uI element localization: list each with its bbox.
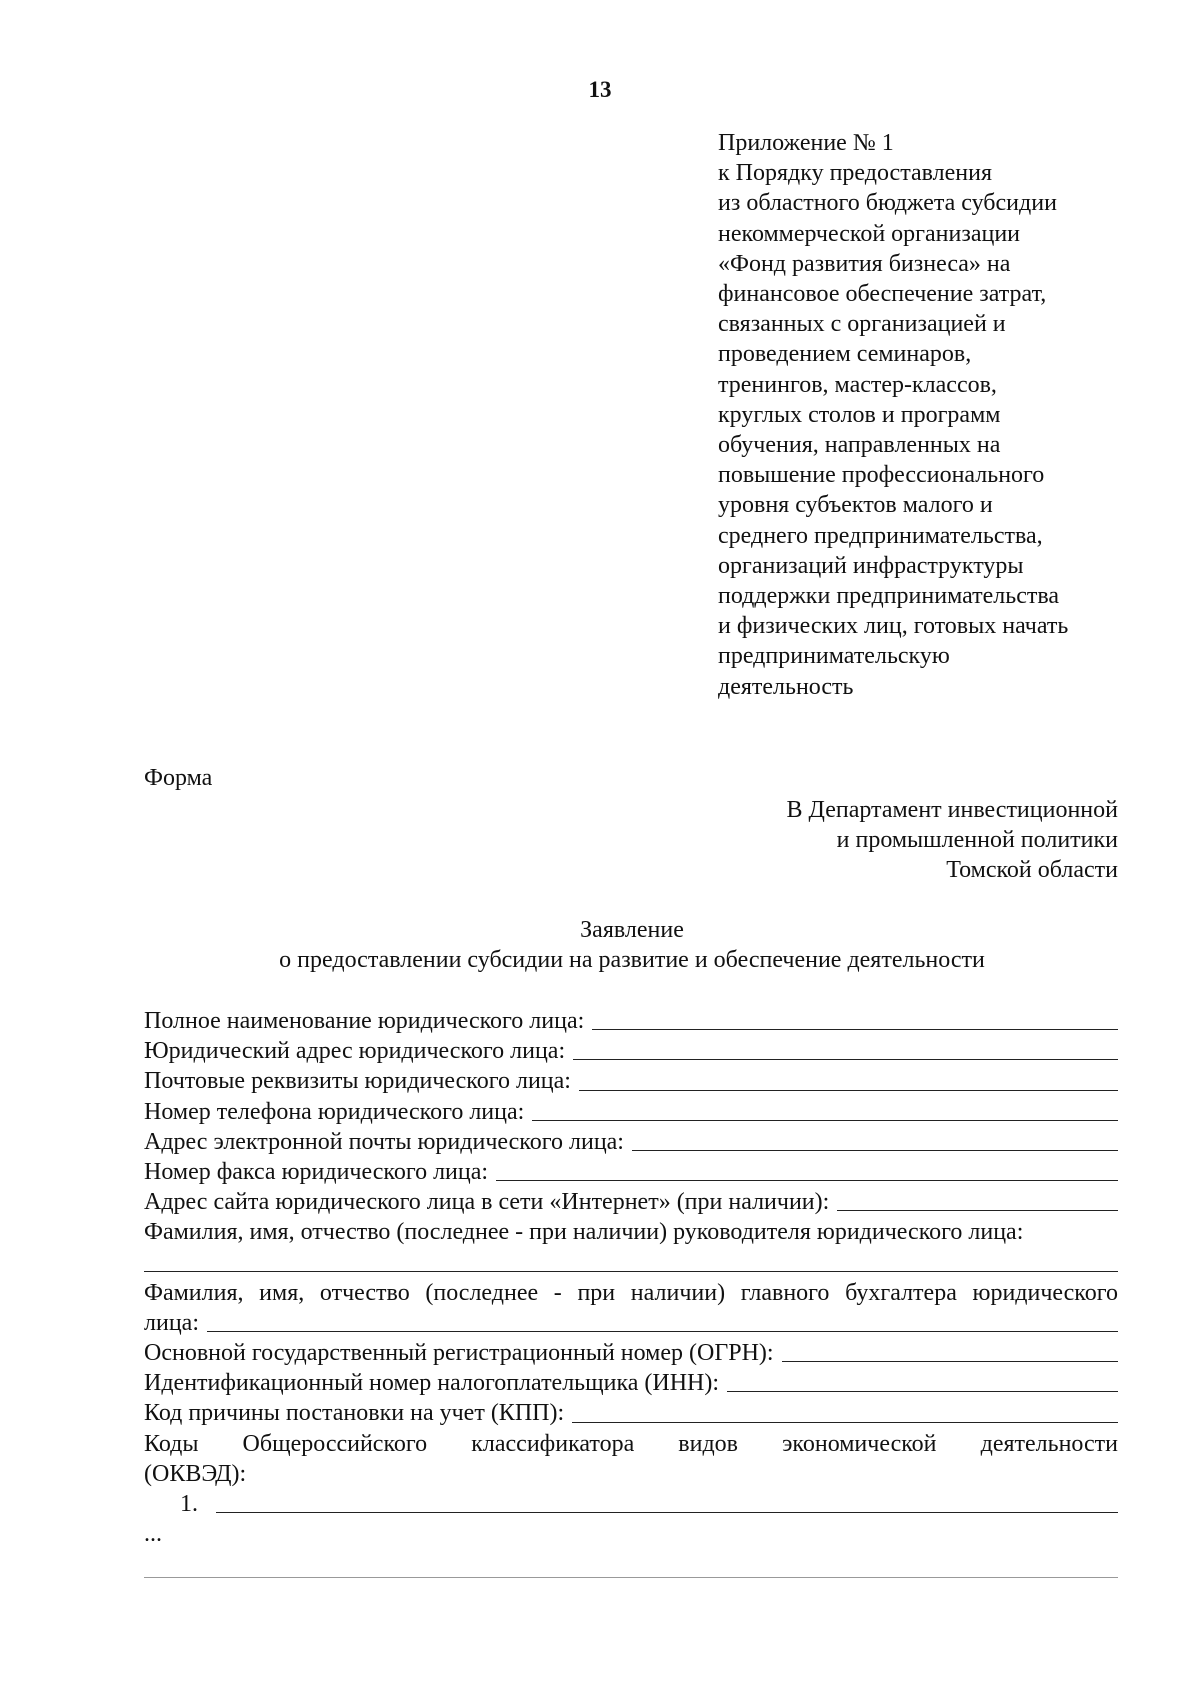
okved-item-number: 1. <box>180 1490 198 1517</box>
appendix-line: поддержки предпринимательства <box>718 583 1060 610</box>
fill-line[interactable] <box>144 1271 1118 1272</box>
recipient-line: Томской области <box>946 857 1118 883</box>
field-label: Идентификационный номер налогоплательщика (ИНН): <box>144 1370 720 1397</box>
field-director-line <box>144 1248 1118 1278</box>
field-label: Фамилия, имя, отчество (последнее - при наличии) руководителя юридического лица: <box>144 1219 1024 1246</box>
field-email <box>144 1127 1118 1157</box>
field-label: Юридический адрес юридического лица: <box>144 1038 566 1065</box>
appendix-line: к Порядку предоставления <box>718 160 993 187</box>
appendix-line: связанных с организацией и <box>718 311 1006 338</box>
field-accountant: Фамилия, имя, отчество (последнее - при наличии) главного бухгалтера юридического <box>144 1279 1118 1306</box>
appendix-line: финансовое обеспечение затрат, <box>718 281 1047 308</box>
appendix-line: деятельность <box>718 673 854 700</box>
field-label: Основной государственный регистрационный номер (ОГРН): <box>144 1340 774 1367</box>
field-label: Адрес электронной почты юридического лица: <box>144 1128 624 1155</box>
field-phone <box>144 1097 1118 1127</box>
field-label: Код причины постановки на учет (КПП): <box>144 1400 565 1427</box>
appendix-line: повышение профессионального <box>718 462 1045 489</box>
appendix-line: Приложение № 1 <box>718 130 894 156</box>
appendix-line: круглых столов и программ <box>718 401 1001 428</box>
fill-line[interactable] <box>496 1179 1118 1181</box>
field-label: Почтовые реквизиты юридического лица: <box>144 1068 571 1095</box>
fill-line[interactable] <box>216 1511 1118 1513</box>
appendix-line: организаций инфраструктуры <box>718 552 1024 579</box>
bottom-divider <box>144 1577 1118 1578</box>
field-website <box>144 1187 1118 1217</box>
ellipsis: ... <box>144 1521 162 1548</box>
okved-item <box>144 1489 1118 1519</box>
appendix-line: уровня субъектов малого и <box>718 492 993 519</box>
appendix-line: «Фонд развития бизнеса» на <box>718 250 1011 277</box>
fill-line[interactable] <box>573 1058 1118 1060</box>
field-okved-cont <box>144 1459 1118 1489</box>
fill-line[interactable] <box>632 1149 1118 1151</box>
recipient-line: В Департамент инвестиционной <box>786 797 1118 823</box>
fill-line[interactable] <box>782 1360 1118 1362</box>
form-label: Форма <box>144 765 213 791</box>
field-label: Адрес сайта юридического лица в сети «Интернет» (при наличии): <box>144 1189 830 1216</box>
fill-line[interactable] <box>579 1089 1118 1091</box>
appendix-line: среднего предпринимательства, <box>718 522 1043 549</box>
field-label: Номер телефона юридического лица: <box>144 1098 525 1125</box>
field-full-name <box>144 1006 1118 1036</box>
appendix-line: обучения, направленных на <box>718 432 1001 459</box>
recipient-block <box>787 795 1118 885</box>
appendix-line: и физических лиц, готовых начать <box>718 613 1069 640</box>
appendix-line: тренингов, мастер-классов, <box>718 371 997 398</box>
field-accountant-cont <box>144 1308 1118 1338</box>
fill-line[interactable] <box>727 1390 1118 1392</box>
field-label: (ОКВЭД): <box>144 1460 247 1487</box>
title-heading: Заявление <box>580 917 684 943</box>
fill-line[interactable] <box>592 1028 1118 1030</box>
field-label: Полное наименование юридического лица: <box>144 1007 585 1034</box>
application-fields <box>144 1006 1118 1549</box>
page-number: 13 <box>588 77 612 102</box>
appendix-line: предпринимательскую <box>718 643 950 670</box>
appendix-line: из областного бюджета субсидии <box>718 190 1057 217</box>
field-director <box>144 1217 1118 1247</box>
fill-line[interactable] <box>532 1119 1118 1121</box>
document-title <box>0 915 1200 975</box>
fill-line[interactable] <box>572 1421 1118 1423</box>
field-inn <box>144 1368 1118 1398</box>
appendix-line: проведением семинаров, <box>718 341 972 368</box>
field-postal-details <box>144 1066 1118 1096</box>
field-label: Номер факса юридического лица: <box>144 1158 489 1185</box>
appendix-line: некоммерческой организации <box>718 220 1021 247</box>
fill-line[interactable] <box>207 1330 1118 1332</box>
field-fax <box>144 1157 1118 1187</box>
field-ogrn <box>144 1338 1118 1368</box>
field-okved: Коды Общероссийского классификатора видов экономической деятельности <box>144 1430 1118 1457</box>
field-legal-address <box>144 1036 1118 1066</box>
field-kpp <box>144 1398 1118 1428</box>
field-label: лица: <box>144 1309 199 1336</box>
fill-line[interactable] <box>837 1209 1118 1211</box>
recipient-line: и промышленной политики <box>836 827 1118 853</box>
title-subheading: о предоставлении субсидии на развитие и обеспечение деятельности <box>279 947 985 973</box>
appendix-header <box>718 128 1188 702</box>
